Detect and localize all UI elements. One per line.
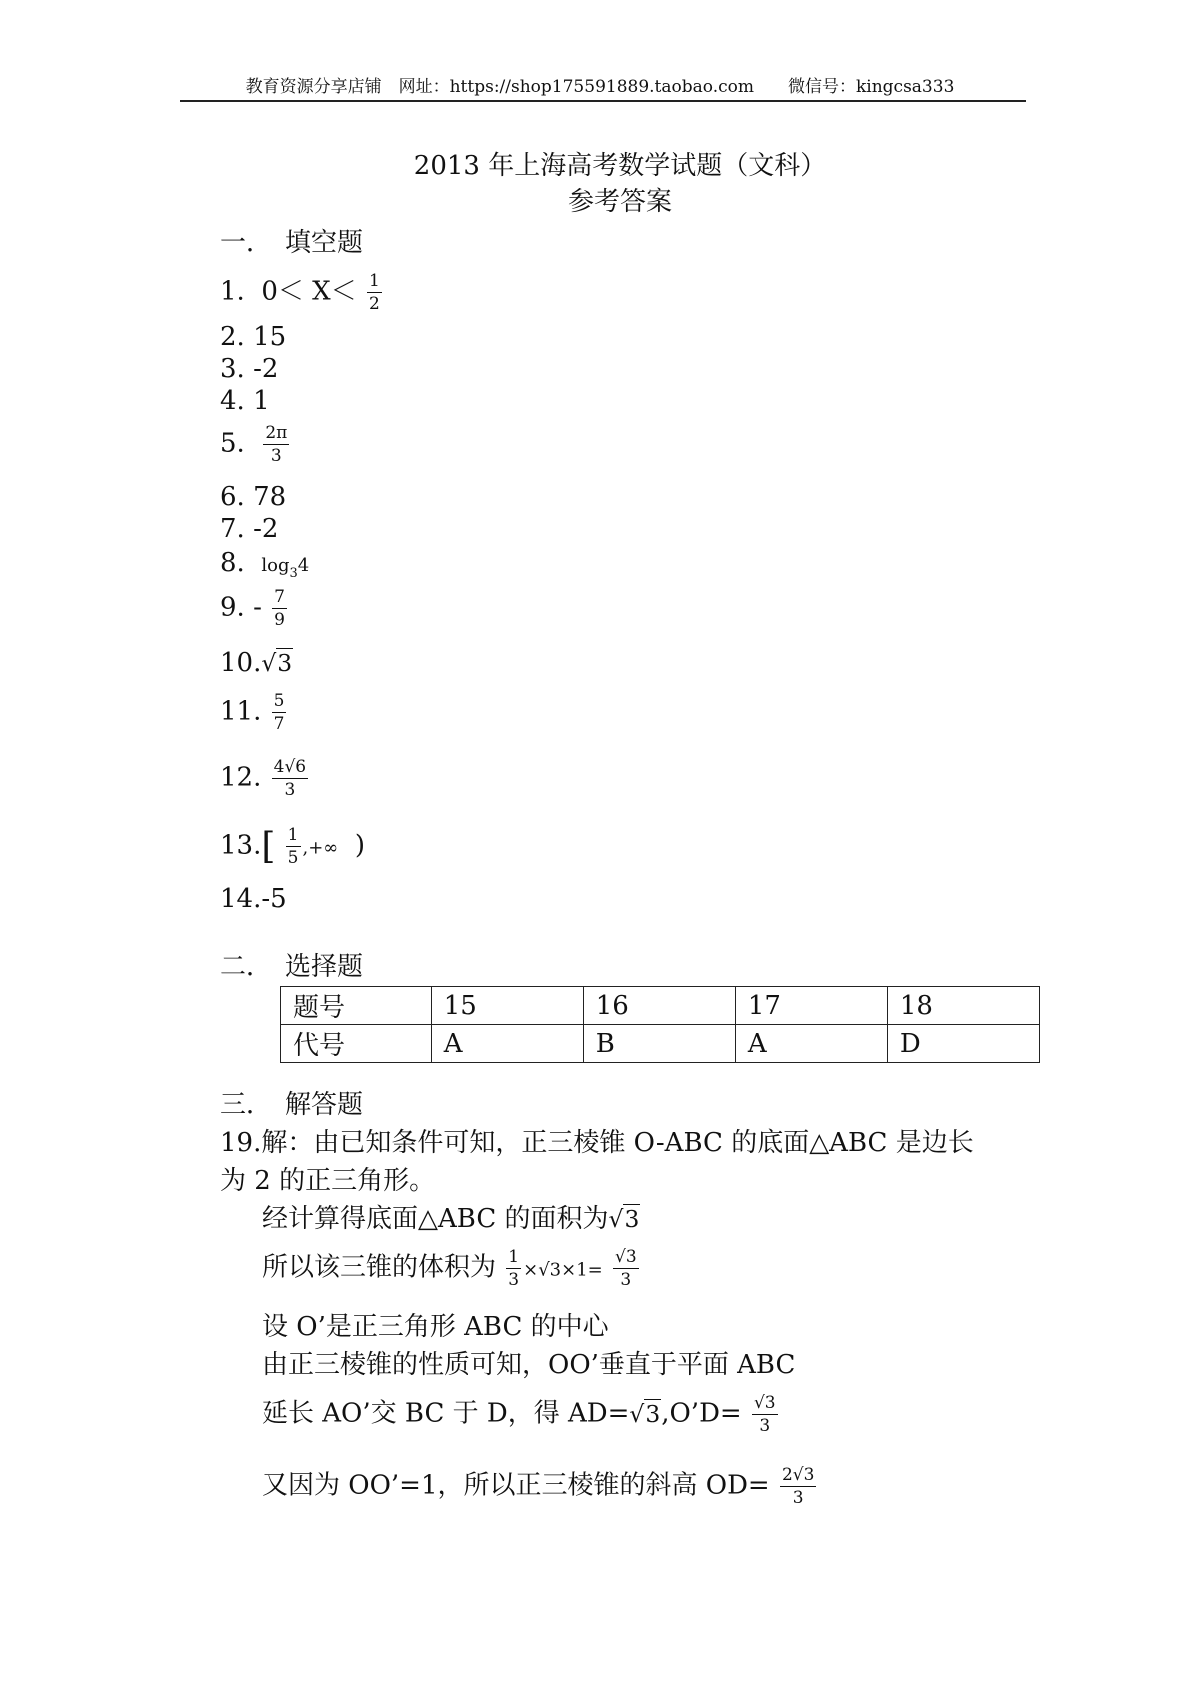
- fraction: $\frac{7}{9}$: [274, 587, 285, 630]
- title-sub: 参考答案: [567, 187, 672, 217]
- table-row: 代号 A B A D: [281, 1025, 1040, 1063]
- solution-line-1: 19.解：由已知条件可知，正三棱锥 O-ABC 的底面△ABC 是边长: [220, 1128, 974, 1158]
- solution-line-4: 所以该三锥的体积为 $\frac{1}{3}$ ×√3×1= $\frac{√3}{3}$: [262, 1247, 637, 1290]
- document-title: [0, 148, 1200, 220]
- answer-9: 9. - $\frac{7}{9}$: [220, 587, 285, 630]
- answer-2: 2. 15: [220, 322, 287, 352]
- answer-10: 10.√3: [220, 648, 293, 678]
- solution-line-5: 设 O’是正三角形 ABC 的中心: [262, 1312, 609, 1342]
- solution-line-6: 由正三棱锥的性质可知，OO’垂直于平面 ABC: [262, 1350, 796, 1380]
- solution-line-2: 为 2 的正三角形。: [220, 1166, 436, 1196]
- page-header: 教育资源分享店铺 网址：https://shop175591889.taobao.com 微信号：kingcsa333: [245, 77, 955, 97]
- answer-14: 14.-5: [220, 884, 287, 914]
- answer-6: 6. 78: [220, 482, 287, 512]
- answer-3: 3. -2: [220, 354, 279, 384]
- answer-12: 12. $\frac{4√6}{3}$: [220, 757, 307, 800]
- title-main: 2013 年上海高考数学试题（文科）: [413, 151, 827, 181]
- fraction: $\frac{4√6}{3}$: [273, 757, 307, 800]
- fraction: $\frac{√3}{3}$: [615, 1247, 637, 1290]
- choice-answer-table: [280, 986, 1040, 1063]
- fraction: $\frac{5}{7}$: [273, 691, 285, 734]
- answer-11: 11. $\frac{5}{7}$: [220, 691, 285, 734]
- section-choice: 二． 选择题: [220, 952, 364, 982]
- sqrt: √3: [261, 649, 293, 677]
- sqrt: √3: [608, 1205, 640, 1233]
- answer-13: 13.[ $\frac{1}{5}$ ,+∞ ): [220, 825, 365, 868]
- answer-1: 1. 0＜ X＜ $\frac{1}{2}$: [220, 271, 380, 314]
- answer-7: 7. -2: [220, 514, 279, 544]
- fraction: $\frac{1}{5}$: [287, 825, 299, 868]
- fraction: $\frac{√3}{3}$: [753, 1393, 776, 1436]
- solution-line-3: 经计算得底面△ABC 的面积为√3: [262, 1204, 640, 1234]
- solution-line-7: 延长 AO’交 BC 于 D，得 AD=√3,O’D= $\frac{√3}{3}$: [262, 1393, 776, 1436]
- answer-5: 5. $\frac{2\pi}{3}$: [220, 423, 288, 466]
- sqrt: √3: [629, 1399, 661, 1428]
- fraction: $\frac{1}{3}$: [508, 1247, 520, 1290]
- fraction: $\frac{2\pi}{3}$: [265, 423, 288, 466]
- header-divider: [180, 100, 1026, 102]
- solution-line-8: 又因为 OO’=1，所以正三棱锥的斜高 OD= $\frac{2√3}{3}$: [262, 1465, 815, 1508]
- fraction: $\frac{1}{2}$: [368, 271, 380, 314]
- fraction: $\frac{2√3}{3}$: [781, 1465, 815, 1508]
- answer-8: 8. $\log_34$: [220, 548, 310, 582]
- answer-4: 4. 1: [220, 386, 270, 416]
- section-solution: 三． 解答题: [220, 1090, 364, 1120]
- table-row: 题号 15 16 17 18: [281, 987, 1040, 1025]
- section-fill-blank: 一． 填空题: [220, 228, 364, 258]
